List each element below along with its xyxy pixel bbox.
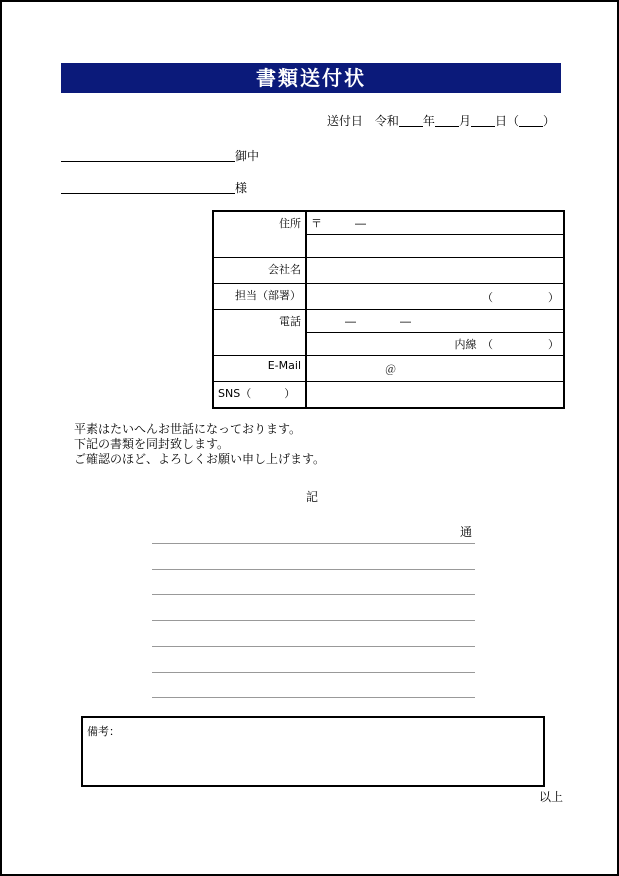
send-date-era: 令和 xyxy=(374,114,399,128)
document-list-line[interactable] xyxy=(152,620,475,621)
month-unit: 月 xyxy=(458,114,471,128)
greeting-line: 平素はたいへんお世話になっております。 xyxy=(74,422,302,436)
recipient-company-blank[interactable] xyxy=(61,149,235,162)
extension-field[interactable]: 内線 （ ） xyxy=(306,333,564,356)
phone-field[interactable]: ― ― xyxy=(306,310,564,333)
closing-ijo: 以上 xyxy=(539,790,564,804)
ki-heading: 記 xyxy=(306,490,319,504)
document-list-line[interactable] xyxy=(152,594,475,595)
document-list-line[interactable] xyxy=(152,672,475,673)
remarks-label: 備考： xyxy=(87,725,120,738)
greeting-line: 下記の書類を同封致します。 xyxy=(74,437,230,451)
person-field[interactable]: （ ） xyxy=(306,284,564,310)
send-date-line xyxy=(327,112,555,129)
day-blank[interactable] xyxy=(471,114,495,127)
document-list-line[interactable] xyxy=(152,646,475,647)
page-title: 書類送付状 xyxy=(61,63,561,93)
email-label: E-Mail xyxy=(213,356,306,382)
weekday-paren-close: ） xyxy=(542,114,555,128)
company-label: 会社名 xyxy=(213,258,306,284)
recipient-person-line xyxy=(61,179,247,196)
sns-label: SNS（ ） xyxy=(213,382,306,409)
email-field[interactable]: ＠ xyxy=(306,356,564,382)
document-list-line[interactable] xyxy=(152,543,475,544)
greeting-text xyxy=(74,422,325,467)
phone-label: 電話 xyxy=(213,310,306,356)
document-list-line[interactable] xyxy=(152,697,475,698)
address-label: 住所 xyxy=(213,211,306,258)
address-postal-field[interactable]: 〒 ― xyxy=(306,211,564,235)
weekday-paren-open: （ xyxy=(506,114,519,128)
document-list-line[interactable] xyxy=(152,569,475,570)
recipient-person-blank[interactable] xyxy=(61,181,235,194)
year-blank[interactable] xyxy=(399,114,423,127)
recipient-company-line xyxy=(61,147,259,164)
sender-info-table xyxy=(212,210,565,409)
weekday-blank[interactable] xyxy=(519,114,543,127)
person-label: 担当（部署） xyxy=(213,284,306,310)
month-blank[interactable] xyxy=(435,114,459,127)
recipient-person-suffix: 様 xyxy=(235,181,248,195)
sns-field[interactable] xyxy=(306,382,564,409)
recipient-company-suffix: 御中 xyxy=(235,149,260,163)
greeting-line: ご確認のほど、よろしくお願い申し上げます。 xyxy=(74,452,326,466)
remarks-box[interactable] xyxy=(81,716,545,787)
copies-unit: 通 xyxy=(460,525,473,539)
day-unit: 日 xyxy=(494,114,507,128)
address-field[interactable] xyxy=(306,235,564,258)
send-date-label: 送付日 xyxy=(326,114,363,128)
company-field[interactable] xyxy=(306,258,564,284)
year-unit: 年 xyxy=(422,114,435,128)
